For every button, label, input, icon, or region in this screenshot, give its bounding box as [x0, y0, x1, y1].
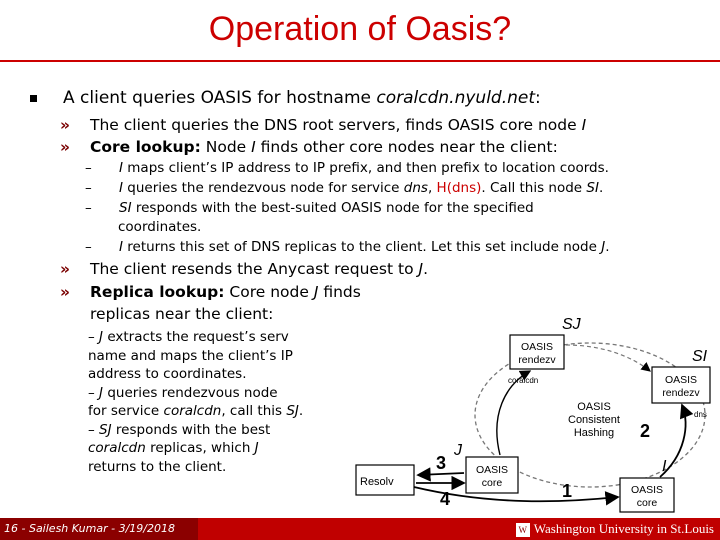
replica-step-2: – J queries rendezvous node	[88, 384, 278, 401]
footer-right	[516, 518, 714, 540]
university-seal-icon: W	[516, 523, 530, 537]
i-label: I	[662, 458, 667, 475]
sub-bullet-replica-lookup: » Replica lookup: Core node J finds	[60, 283, 361, 301]
svg-text:core: core	[636, 497, 658, 509]
title-divider	[0, 60, 720, 62]
footer-left-text: 16 - Sailesh Kumar - 3/19/2018	[0, 518, 198, 540]
svg-text:OASIS: OASIS	[475, 464, 509, 476]
replica-step-1-line2: name and maps the client’s IP	[88, 347, 293, 364]
svg-text:OASIS: OASIS	[630, 484, 664, 496]
svg-text:Consistent: Consistent	[568, 414, 620, 426]
sub-bullet-replica-lookup-continued: replicas near the client:	[90, 305, 274, 323]
replica-step-1: – J extracts the request’s serv	[88, 329, 289, 345]
core-step-2: – I queries the rendezvous node for service dns, H(dns). Call this node SI.	[85, 180, 604, 196]
footer-bar	[0, 518, 720, 540]
svg-text:core: core	[481, 477, 503, 489]
j-label: J	[454, 442, 462, 459]
sub-bullet-core-lookup: » Core lookup: Node I finds other core nodes near the client:	[60, 138, 558, 156]
sub-bullet-resend: » The client resends the Anycast request to J.	[60, 260, 429, 278]
sub-bullet-dns-root: » The client queries the DNS root servers, finds OASIS core node I	[60, 116, 587, 134]
slide-title: Operation of Oasis?	[208, 10, 512, 48]
svg-text:Resolv: Resolv	[360, 476, 394, 488]
step-2-number: 2	[640, 421, 651, 441]
consistent-hashing-label: OASIS	[577, 401, 611, 413]
oasis-diagram	[340, 305, 718, 515]
svg-text:rendezv: rendezv	[662, 387, 700, 399]
core-step-1: – I maps client’s IP address to IP prefix, and then prefix to location coords.	[85, 160, 609, 176]
coralcdn-label: coralcdn	[508, 376, 539, 385]
svg-text:OASIS: OASIS	[664, 374, 698, 386]
replica-steps	[88, 328, 358, 476]
dns-label: dns	[694, 410, 707, 419]
core-step-3-continued: coordinates.	[118, 219, 202, 235]
replica-step-1-line3: address to coordinates.	[88, 366, 247, 382]
university-name: Washington University in St.Louis	[533, 521, 714, 536]
replica-step-3-line3: returns to the client.	[88, 458, 227, 475]
replica-step-2-line2: for service coralcdn, call this SJ.	[88, 403, 304, 419]
square-bullet-icon	[30, 95, 37, 102]
main-bullet: A client queries OASIS for hostname coralcdn.nyuld.net:	[30, 88, 541, 108]
si-label: SI	[692, 348, 708, 365]
svg-text:rendezv: rendezv	[518, 354, 556, 366]
core-step-3: – SI responds with the best-suited OASIS node for the specified	[85, 200, 534, 216]
svg-text:OASIS: OASIS	[520, 341, 554, 353]
replica-step-3: – SJ responds with the best	[88, 421, 271, 438]
step-1-number: 1	[562, 481, 573, 501]
step-3-number: 3	[436, 453, 447, 473]
step-4-number: 4	[440, 489, 451, 509]
sj-label: SJ	[562, 316, 581, 333]
svg-text:Hashing: Hashing	[573, 427, 615, 439]
replica-step-3-line2: coralcdn replicas, which J	[88, 440, 259, 456]
core-step-4: – I returns this set of DNS replicas to the client. Let this set include node J.	[85, 239, 610, 255]
